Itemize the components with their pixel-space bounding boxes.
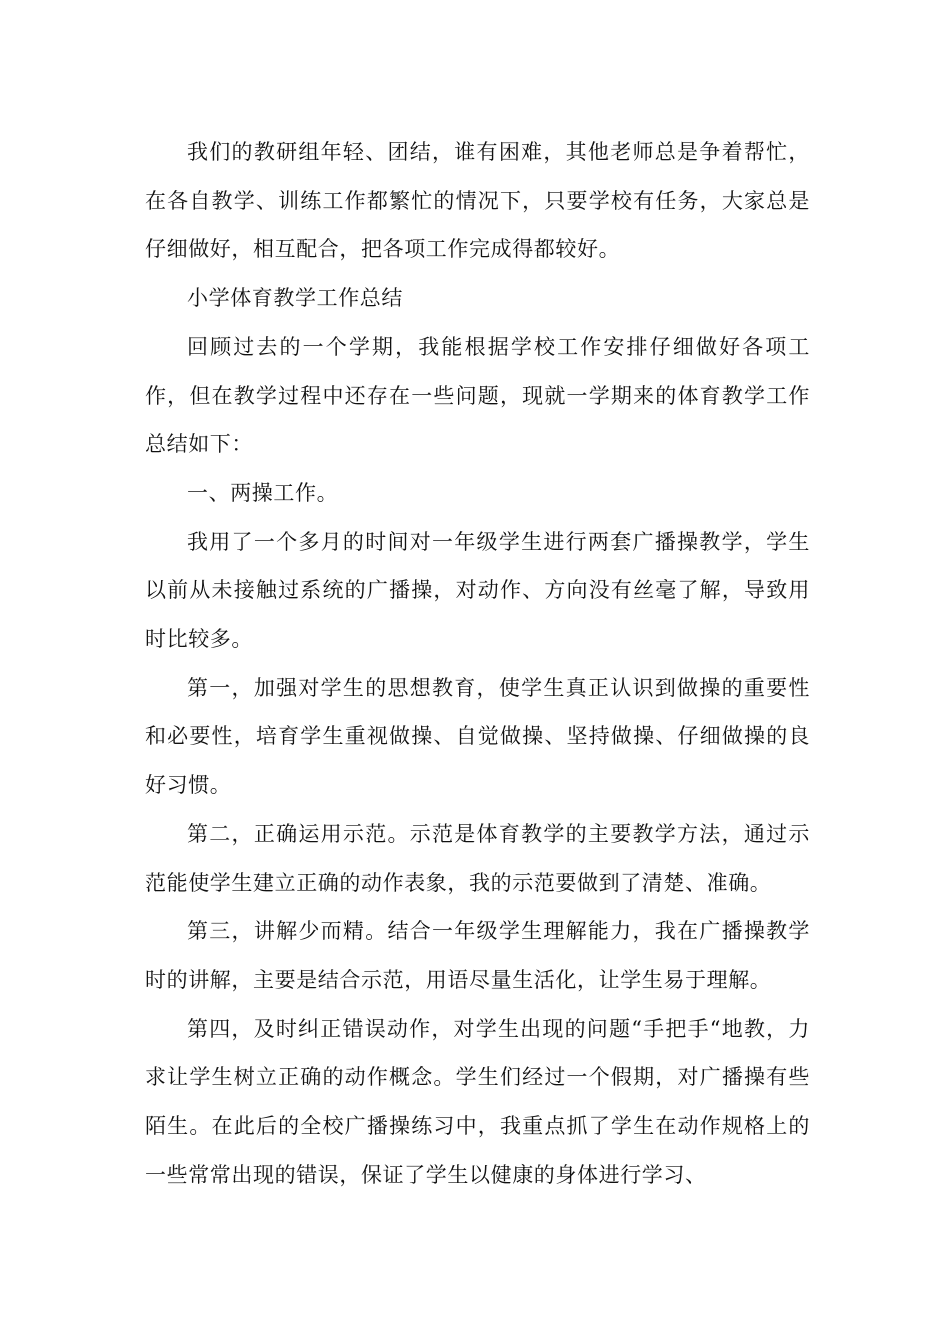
paragraph-broadcast-exercise: 我用了一个多月的时间对一年级学生进行两套广播操教学，学生以前从未接触过系统的广播操，对动作、方向没有丝毫了解，导致用时比较多。	[145, 529, 810, 652]
section-title-summary: 小学体育教学工作总结	[187, 286, 403, 311]
paragraph-point-one: 第一，加强对学生的思想教育，使学生真正认识到做操的重要性和必要性，培育学生重视做操、自觉做操、坚持做操、仔细做操的良好习惯。	[145, 675, 810, 798]
section-heading-two-exercises: 一、两操工作。	[187, 480, 339, 505]
paragraph-team-unity: 我们的教研组年轻、团结，谁有困难，其他老师总是争着帮忙，在各自教学、训练工作都繁忙的情况下，只要学校有任务，大家总是仔细做好，相互配合，把各项工作完成得都较好。	[145, 140, 810, 262]
paragraph-point-three: 第三，讲解少而精。结合一年级学生理解能力，我在广播操教学时的讲解，主要是结合示范，用语尽量生活化，让学生易于理解。	[145, 919, 810, 992]
paragraph-point-four: 第四，及时纠正错误动作，对学生出现的问题“手把手“地教，力求让学生树立正确的动作概念。学生们经过一个假期，对广播操有些陌生。在此后的全校广播操练习中，我重点抓了学生在动作规格上的一些常常出现的错误，保证了学生以健康的身体进行学习、	[145, 1016, 810, 1187]
document-body	[145, 128, 810, 1199]
paragraph-review: 回顾过去的一个学期，我能根据学校工作安排仔细做好各项工作，但在教学过程中还存在一些问题，现就一学期来的体育教学工作总结如下：	[145, 334, 810, 457]
paragraph-point-two: 第二，正确运用示范。示范是体育教学的主要教学方法，通过示范能使学生建立正确的动作表象，我的示范要做到了清楚、准确。	[145, 821, 810, 895]
